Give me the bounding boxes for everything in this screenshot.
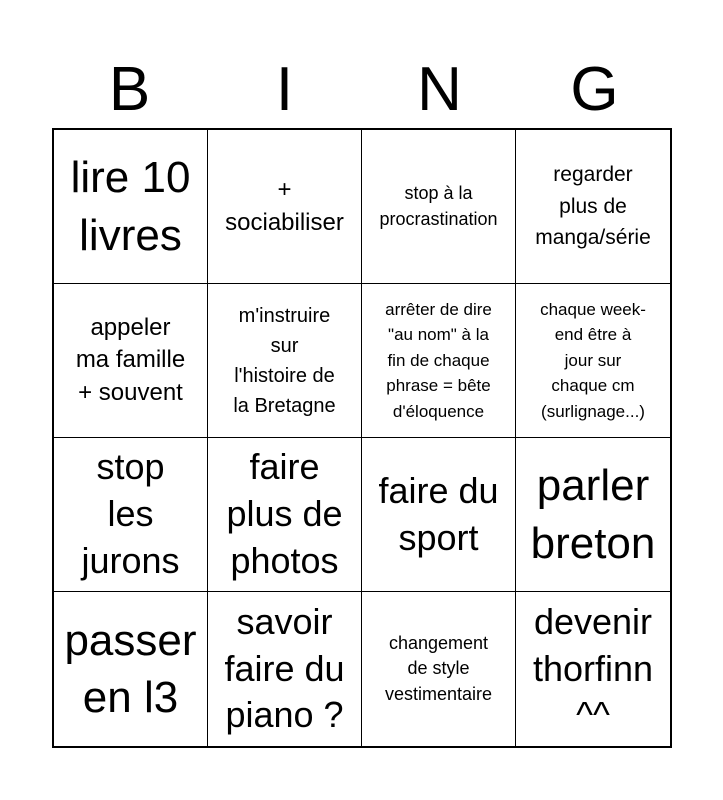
bingo-cell[interactable] [516, 438, 670, 592]
bingo-cell[interactable] [362, 592, 516, 746]
cell-text: + sociabiliser [225, 176, 344, 236]
cell-text: lire 10 livres [70, 153, 191, 260]
cell-text: appeler ma famille + souvent [75, 313, 186, 406]
cell-text: passer en l3 [64, 615, 197, 722]
cell-text: changement de style vestimentaire [384, 633, 493, 704]
cell-text: faire plus de photos [226, 446, 343, 581]
bingo-cell[interactable] [208, 284, 362, 438]
bingo-cell[interactable] [362, 438, 516, 592]
cell-text: savoir faire du piano ? [224, 600, 345, 736]
bingo-cell[interactable] [362, 284, 516, 438]
bingo-cell[interactable] [208, 438, 362, 592]
bingo-cell[interactable] [516, 130, 670, 284]
bingo-cell[interactable] [54, 438, 208, 592]
cell-text: stop les jurons [81, 446, 180, 581]
bingo-cell[interactable] [362, 130, 516, 284]
bingo-cell[interactable] [54, 284, 208, 438]
title-letter-i: I [275, 55, 294, 124]
bingo-cell[interactable] [208, 130, 362, 284]
cell-text: parler breton [530, 461, 656, 568]
bingo-title [52, 52, 672, 128]
bingo-cell[interactable] [208, 592, 362, 746]
title-letter-b: B [108, 55, 151, 124]
cell-text: regarder plus de manga/série [535, 163, 651, 250]
bingo-cell[interactable] [516, 284, 670, 438]
title-letter-g: G [570, 55, 619, 124]
bingo-cell[interactable] [54, 130, 208, 284]
cell-text: arrêter de dire "au nom" à la fin de chaque phrase = bête d'éloquence [385, 299, 492, 421]
cell-text: faire du sport [378, 469, 499, 558]
cell-text: stop à la procrastination [379, 183, 498, 229]
cell-text: m'instruire sur l'histoire de la Bretagne [233, 304, 336, 417]
bingo-cell[interactable] [54, 592, 208, 746]
cell-text: devenir thorfinn ^^ [532, 600, 654, 736]
title-letter-n: N [417, 55, 462, 124]
bingo-card [52, 128, 672, 748]
cell-text: chaque week- end être à jour sur chaque cm (surlignage...) [540, 299, 646, 421]
bingo-cell[interactable] [516, 592, 670, 746]
